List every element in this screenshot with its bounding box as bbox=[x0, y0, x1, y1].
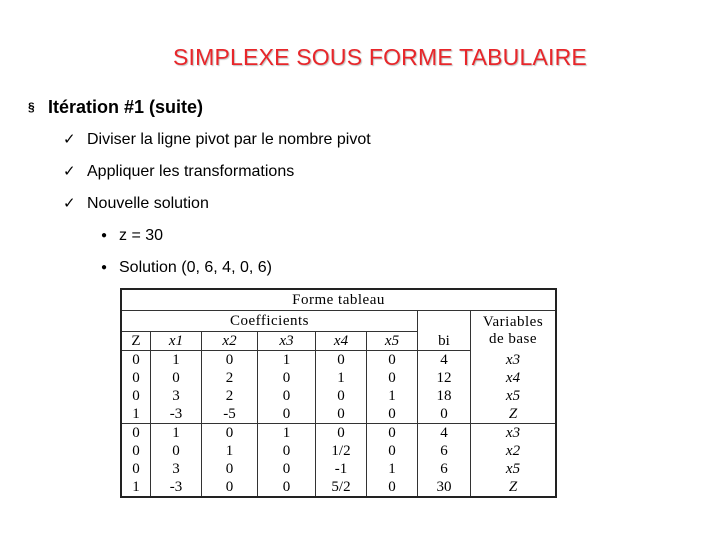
check-icon: ✓ bbox=[63, 195, 76, 212]
table-cell: 0 bbox=[151, 442, 202, 460]
table-cell: 0 bbox=[316, 424, 367, 443]
table-cell: 1 bbox=[121, 478, 151, 497]
basic-variable-cell: x3 bbox=[471, 424, 557, 443]
table-cell: 1 bbox=[258, 424, 316, 443]
table-cell: 1 bbox=[367, 460, 418, 478]
table-cell: 0 bbox=[367, 351, 418, 370]
table-cell: 0 bbox=[316, 405, 367, 424]
table-cell: 0 bbox=[258, 369, 316, 387]
col-header-bi: bi bbox=[418, 332, 471, 351]
table-row bbox=[121, 405, 556, 424]
col-header-x4: x4 bbox=[316, 332, 367, 351]
basic-variable-cell: Z bbox=[471, 405, 557, 424]
table-cell: 1 bbox=[151, 351, 202, 370]
table-cell: 4 bbox=[418, 351, 471, 370]
col-header-x2: x2 bbox=[202, 332, 258, 351]
table-cell: 0 bbox=[151, 369, 202, 387]
table-cell: 0 bbox=[316, 351, 367, 370]
check-item bbox=[63, 162, 294, 181]
check-icon: ✓ bbox=[63, 131, 76, 148]
table-cell: 0 bbox=[367, 405, 418, 424]
check-item-text: Appliquer les transformations bbox=[87, 163, 295, 180]
iteration-heading bbox=[28, 97, 203, 118]
basic-variable-cell: x2 bbox=[471, 442, 557, 460]
table-cell: 0 bbox=[121, 424, 151, 443]
check-item-text: Diviser la ligne pivot par le nombre pivot bbox=[87, 131, 371, 148]
table-cell: 0 bbox=[367, 424, 418, 443]
dot-bullet-icon: ● bbox=[101, 230, 108, 241]
table-cell: 0 bbox=[258, 478, 316, 497]
table-cell: 0 bbox=[202, 351, 258, 370]
table-cell: 0 bbox=[258, 387, 316, 405]
table-row bbox=[121, 424, 556, 443]
dot-bullet-icon: ● bbox=[101, 262, 108, 273]
iteration-heading-text: Itération #1 (suite) bbox=[48, 97, 204, 117]
table-cell: 3 bbox=[151, 460, 202, 478]
table-cell: 1 bbox=[202, 442, 258, 460]
table-cell: 0 bbox=[202, 478, 258, 497]
table-cell: 1 bbox=[258, 351, 316, 370]
basic-variable-cell: x5 bbox=[471, 387, 557, 405]
table-cell: 0 bbox=[121, 369, 151, 387]
table-row bbox=[121, 478, 556, 497]
table-cell: 0 bbox=[121, 351, 151, 370]
table-cell: 0 bbox=[202, 424, 258, 443]
variables-label-line1: Variables bbox=[482, 313, 544, 330]
sub-bullet-text: Solution (0, 6, 4, 0, 6) bbox=[119, 259, 272, 276]
table-cell: 1 bbox=[151, 424, 202, 443]
table-cell: 0 bbox=[258, 405, 316, 424]
basic-variable-cell: Z bbox=[471, 478, 557, 497]
table-cell: 4 bbox=[418, 424, 471, 443]
tableau-header-variables bbox=[471, 311, 557, 351]
table-cell: 0 bbox=[258, 460, 316, 478]
slide-title: SIMPLEXE SOUS FORME TABULAIRE bbox=[173, 44, 587, 70]
table-cell: 0 bbox=[121, 460, 151, 478]
col-header-x1: x1 bbox=[151, 332, 202, 351]
table-cell: -5 bbox=[202, 405, 258, 424]
table-cell: 1 bbox=[367, 387, 418, 405]
table-cell: 0 bbox=[202, 460, 258, 478]
tableau-body bbox=[121, 351, 556, 498]
col-header-z: Z bbox=[121, 332, 151, 351]
sub-bullet-item bbox=[101, 227, 163, 245]
check-item bbox=[63, 130, 371, 149]
table-cell: -3 bbox=[151, 405, 202, 424]
table-row bbox=[121, 442, 556, 460]
table-cell: 18 bbox=[418, 387, 471, 405]
table-cell: 1/2 bbox=[316, 442, 367, 460]
table-cell: -1 bbox=[316, 460, 367, 478]
table-cell: 0 bbox=[367, 478, 418, 497]
table-cell: 6 bbox=[418, 460, 471, 478]
table-cell: 1 bbox=[316, 369, 367, 387]
check-icon: ✓ bbox=[63, 163, 76, 180]
table-cell: 1 bbox=[121, 405, 151, 424]
table-row bbox=[121, 460, 556, 478]
table-cell: 0 bbox=[121, 442, 151, 460]
table-cell: 0 bbox=[121, 387, 151, 405]
table-cell: -3 bbox=[151, 478, 202, 497]
table-cell: 6 bbox=[418, 442, 471, 460]
tableau-header-coefficients: Coefficients bbox=[121, 311, 418, 332]
sub-bullet-text: z = 30 bbox=[119, 227, 164, 244]
table-cell: 0 bbox=[367, 442, 418, 460]
basic-variable-cell: x5 bbox=[471, 460, 557, 478]
col-header-x5: x5 bbox=[367, 332, 418, 351]
table-cell: 5/2 bbox=[316, 478, 367, 497]
check-item-text: Nouvelle solution bbox=[87, 195, 209, 212]
table-cell: 0 bbox=[418, 405, 471, 424]
table-cell: 0 bbox=[258, 442, 316, 460]
col-header-x3: x3 bbox=[258, 332, 316, 351]
basic-variable-cell: x3 bbox=[471, 351, 557, 370]
table-row bbox=[121, 369, 556, 387]
variables-label-line2: de base bbox=[488, 330, 538, 347]
table-cell: 2 bbox=[202, 369, 258, 387]
table-row bbox=[121, 351, 556, 370]
table-cell: 30 bbox=[418, 478, 471, 497]
check-item bbox=[63, 194, 209, 213]
table-cell: 3 bbox=[151, 387, 202, 405]
simplex-tableau bbox=[120, 288, 557, 498]
table-cell: 2 bbox=[202, 387, 258, 405]
section-bullet-icon: § bbox=[28, 100, 35, 114]
tableau-header-forme: Forme tableau bbox=[121, 289, 556, 311]
basic-variable-cell: x4 bbox=[471, 369, 557, 387]
sub-bullet-item bbox=[101, 259, 272, 277]
table-cell: 12 bbox=[418, 369, 471, 387]
table-cell: 0 bbox=[316, 387, 367, 405]
bi-header-spacer bbox=[418, 311, 471, 332]
table-row bbox=[121, 387, 556, 405]
table-cell: 0 bbox=[367, 369, 418, 387]
